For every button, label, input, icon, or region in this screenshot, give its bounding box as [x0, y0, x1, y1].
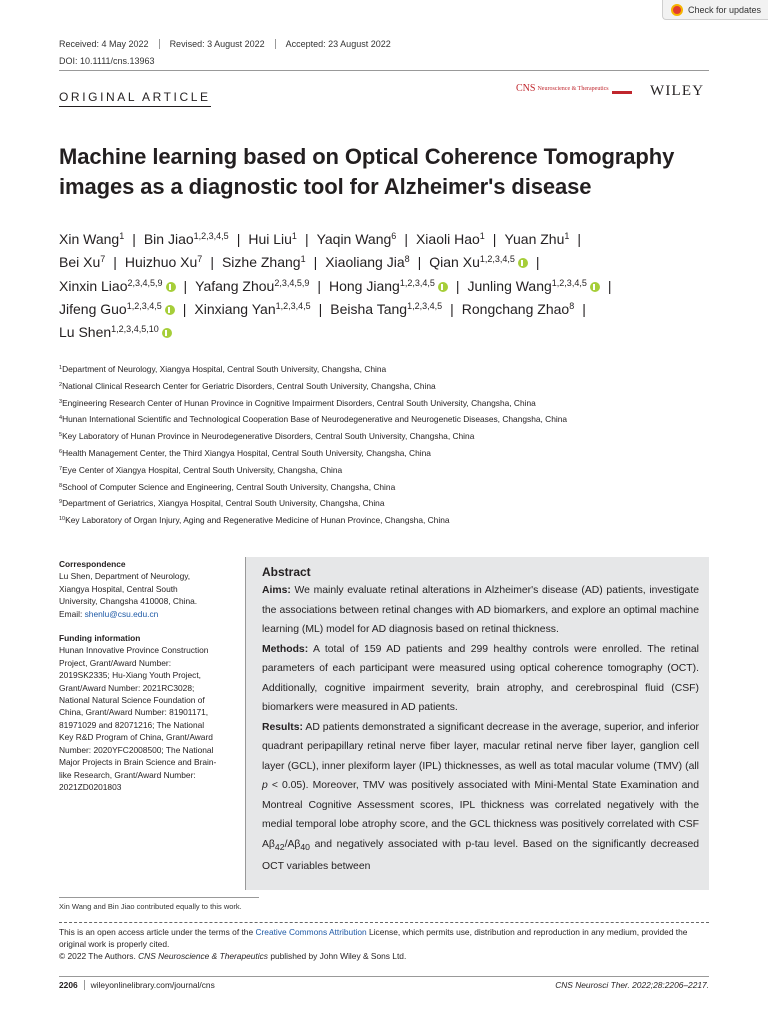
funding-line: 81971029 and 82071216; The National — [59, 719, 205, 730]
author-name: Bin Jiao — [143, 231, 194, 247]
affiliation-item: $^{10}$Key Laboratory of Organ Injury, Aging and Regenerative Medicine of Hunan Province, Changsha, China — [59, 515, 450, 526]
affiliation-list — [59, 361, 719, 529]
affiliation-item: $^4$Hunan International Scientific and Technological Cooperation Base of Neurodegenerative and Neurogenetic Diseases, Changsha, China — [59, 414, 568, 425]
affiliation-item: $^3$Engineering Research Center of Hunan Province in Cognitive Impairment Disorders, Central South University, Changsha, China — [59, 397, 536, 408]
correspondence-email-line: Email: shenlu@csu.edu.cn — [59, 608, 159, 619]
funding-line: Major Projects in Brain Science and Brain- — [59, 757, 217, 768]
correspondence-heading: Correspondence — [59, 559, 126, 569]
publisher-logo: WILEY — [650, 83, 705, 99]
funding-line: National Natural Science Foundation of — [59, 695, 205, 706]
header-rule — [59, 70, 709, 71]
affiliation-item: $^5$Key Laboratory of Hunan Province in Neurodegenerative Disorders, Central South University, Changsha, China — [59, 431, 475, 442]
accepted-date: Accepted: 23 August 2022 — [285, 39, 391, 49]
funding-line: 2019SK2335; Hu-Xiang Youth Project, — [59, 670, 202, 681]
orcid-icon[interactable] — [166, 282, 176, 292]
equal-contribution-footnote: Xin Wang and Bin Jiao contributed equally to this work. — [59, 902, 242, 911]
author-affil-sup: 1 — [291, 231, 297, 241]
orcid-icon[interactable] — [162, 328, 172, 338]
funding-heading: Funding information — [59, 633, 141, 644]
abstract-box — [245, 557, 709, 890]
author-affil-sup: 1 — [119, 231, 125, 241]
author-affil-sup: 8 — [404, 254, 410, 265]
abstract-results: Results: AD patients demonstrated a significant decrease in the average, superior, and inferior quadrant peripapillary retinal nerve fiber layer, macular retinal nerve fiber layer, ganglion cell layer (GCL), inner plexiform layer (IPL) thicknesses, as well as total macular volume (TMV) (all p < 0.05). Moreover, TMV was positively associated with Mini-Mental State Examination and Montreal Cognitive Assessment scores, IPL thickness was correlated negatively with the medial temporal lobe atrophy score, and the GCL thickness was positively correlated with CSF $A\beta_{42}/A\beta_{40}$ and negatively associated with p-tau level. Based on the significantly decreased OCT variables between — [262, 721, 699, 873]
affiliation-item: $^7$Eye Center of Xiangya Hospital, Central South University, Changsha, China — [59, 464, 343, 475]
abstract-aims: Aims: We mainly evaluate retinal alterations in Alzheimer's disease (AD) patients, investigate the associations between retinal changes with AD biomarkers, and explore an optimal machine learning (ML) model for AD diagnosis based on retinal thickness. — [262, 585, 699, 635]
license-statement: This is an open access article under the terms of the Creative Commons Attribution License, which permits use, distribution and reproduction in any medium, provided the original work is properly cited. © 2022 The Authors. CNS Neuroscience & Therapeutics published by John Wiley & Sons Ltd. — [59, 927, 688, 961]
orcid-icon[interactable] — [518, 258, 528, 268]
orcid-icon[interactable] — [590, 282, 600, 292]
author-name: Bei Xu — [59, 254, 101, 271]
author-name: Qian Xu — [429, 254, 480, 271]
author-affil-sup: 1 — [564, 231, 570, 241]
orcid-icon[interactable] — [165, 305, 175, 315]
journal-logo — [516, 83, 632, 94]
orcid-icon[interactable] — [438, 282, 448, 292]
author-name: Rongchang Zhao — [461, 300, 570, 317]
author-affil-sup: 1,2,3,4,5 — [193, 231, 229, 241]
author-name: Hong Jiang — [328, 277, 400, 294]
author-affil-sup: 1,2,3,4,5,10 — [111, 324, 159, 335]
author-affil-sup: 1 — [479, 231, 485, 241]
footer-rule — [59, 976, 709, 977]
revised-date: Revised: 3 August 2022 — [170, 39, 276, 49]
article-type: ORIGINAL ARTICLE — [59, 90, 211, 107]
check-for-updates-label: Check for updates — [688, 4, 762, 15]
journal-logo-main: CNS — [516, 83, 536, 94]
author-name: Yaqin Wang — [316, 231, 392, 247]
title-line-2: images as a diagnostic tool for Alzheimer's disease — [59, 174, 592, 199]
correspondence-line: Lu Shen, Department of Neurology, — [59, 571, 191, 582]
abstract-methods: Methods: A total of 159 AD patients and 299 healthy controls were enrolled. The retinal parameters of each participant were measured using optical coherence tomography (OCT). Additionally, cognitive impairment severity, brain atrophy, and cerebrospinal fluid (CSF) biomarkers were measured in AD patients. — [262, 643, 699, 713]
funding-line: Grant/Award Number: 2021RC3028; — [59, 682, 195, 693]
author-list: Xin Wang$^1$ | Bin Jiao$^{1,2,3,4,5}$ | Hui Liu$^1$ | Yaqin Wang$^6$ | Xiaoli Hao$^1$ | Yuan Zhu$^1$ | Bei Xu$^7$ | Huizhuo Xu$^7$ | Sizhe Zhang$^1$ | Xiaoliang Jia$^8$ | Qian Xu$^{1,2,3,4,5}$ | Xinxin Liao$^{2,3,4,5,9}$ | Yafang Zhou$^{2,3,4,5,9}$ | Hong Jiang$^{1,2,3,4,5}$ | Junling Wang$^{1,2,3,4,5}$ | Jifeng Guo$^{1,2,3,4,5}$ | Xinxiang Yan$^{1,2,3,4,5}$ | Beisha Tang$^{1,2,3,4,5}$ | Rongchang Zhao$^8$ | Lu Shen$^{1,2,3,4,5,10}$ — [59, 231, 612, 341]
affiliation-item: $^1$Department of Neurology, Xiangya Hospital, Central South University, Changsha, China — [59, 364, 387, 374]
author-name: Huizhuo Xu — [124, 254, 198, 271]
page-footer — [59, 980, 709, 990]
check-for-updates-button[interactable] — [662, 0, 768, 20]
funding-line: China, Grant/Award Number: 81901171, — [59, 707, 209, 718]
author-affil-sup: 1,2,3,4,5 — [551, 277, 587, 288]
author-name: Lu Shen — [59, 324, 112, 341]
journal-url[interactable]: wileyonlinelibrary.com/journal/cns — [90, 980, 215, 990]
article-title — [59, 142, 699, 202]
author-name: Beisha Tang — [330, 300, 408, 317]
author-affil-sup: 8 — [569, 300, 575, 311]
author-name: Sizhe Zhang — [221, 254, 301, 271]
funding-line: Project, Grant/Award Number: — [59, 657, 172, 668]
author-affil-sup: 1,2,3,4,5 — [407, 300, 443, 311]
author-name: Xin Wang — [59, 231, 120, 247]
received-date: Received: 4 May 2022 — [59, 39, 160, 49]
author-name: Hui Liu — [248, 231, 292, 247]
abstract-heading: Abstract — [262, 565, 311, 579]
author-affil-sup: 1 — [300, 254, 306, 265]
author-affil-sup: 1,2,3,4,5 — [479, 254, 515, 265]
license-rule — [59, 922, 709, 923]
affiliation-item: $^2$National Clinical Research Center for Geriatric Disorders, Central South University, Changsha, China — [59, 380, 436, 391]
author-affil-sup: 1,2,3,4,5 — [399, 277, 435, 288]
title-line-1: Machine learning based on Optical Coherence Tomography — [59, 144, 675, 169]
author-name: Xiaoli Hao — [415, 231, 480, 247]
journal-logo-sub: Neuroscience & Therapeutics — [537, 85, 609, 92]
correspondence-line: Xiangya Hospital, Central South — [59, 583, 178, 594]
author-name: Yuan Zhu — [504, 231, 565, 247]
author-affil-sup: 2,3,4,5,9 — [274, 277, 310, 288]
funding-line: like Research, Grant/Award Number: — [59, 769, 196, 780]
crossmark-icon — [671, 4, 683, 16]
author-name: Junling Wang — [467, 277, 552, 294]
author-affil-sup: 7 — [100, 254, 106, 265]
author-affil-sup: 1,2,3,4,5 — [126, 300, 162, 311]
correspondence-line: University, Changsha 410008, China. — [59, 596, 198, 607]
funding-line: Key R&D Program of China, Grant/Award — [59, 732, 213, 743]
author-name: Xiaoliang Jia — [325, 254, 405, 271]
author-affil-sup: 7 — [197, 254, 203, 265]
footnote-rule — [59, 897, 259, 898]
author-affil-sup: 2,3,4,5,9 — [127, 277, 163, 288]
affiliation-item: $^6$Health Management Center, the Third Xiangya Hospital, Central South University, Changsha, China — [59, 447, 431, 458]
author-name: Xinxiang Yan — [194, 300, 276, 317]
article-sidebar — [59, 558, 239, 793]
author-name: Jifeng Guo — [59, 300, 127, 317]
author-affil-sup: 1,2,3,4,5 — [275, 300, 311, 311]
funding-line: Hunan Innovative Province Construction — [59, 645, 209, 656]
funding-line: Number: 2020YFC2008500; The National — [59, 744, 214, 755]
journal-logo-bar — [612, 91, 632, 94]
citation: CNS Neurosci Ther. 2022;28:2206–2217. — [555, 980, 709, 990]
correspondence-email-link[interactable]: shenlu@csu.edu.cn — [84, 608, 159, 619]
page-number: 2206 — [59, 980, 85, 990]
author-name: Yafang Zhou — [195, 277, 275, 294]
funding-line: 2021ZD0201803 — [59, 781, 122, 792]
author-affil-sup: 6 — [391, 231, 397, 241]
affiliation-item: $^9$Department of Geriatrics, Xiangya Hospital, Central South University, Changsha, China — [59, 498, 385, 509]
author-name: Xinxin Liao — [59, 277, 128, 294]
creative-commons-link[interactable]: Creative Commons Attribution — [255, 927, 367, 937]
doi[interactable]: DOI: 10.1111/cns.13963 — [59, 56, 155, 66]
affiliation-item: $^8$School of Computer Science and Engineering, Central South University, Changsha, China — [59, 481, 396, 492]
article-dates — [59, 39, 411, 49]
